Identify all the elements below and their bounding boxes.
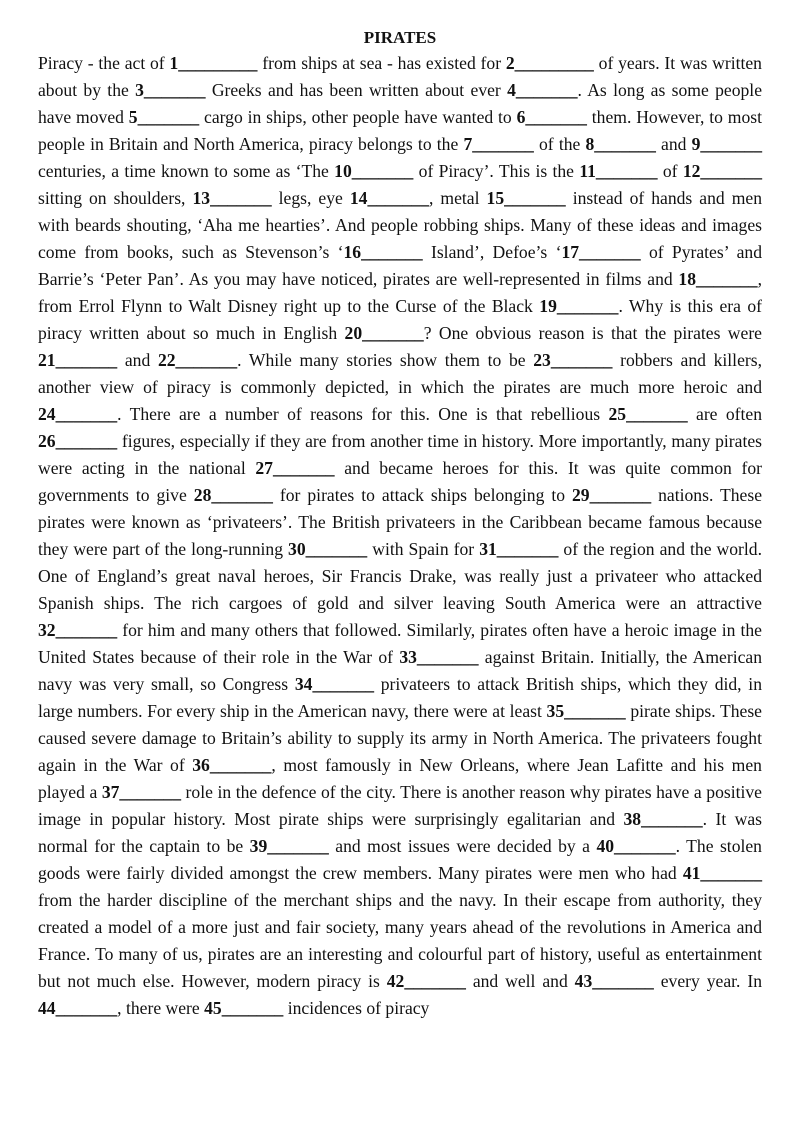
text-run: of years. It was written about by the <box>38 53 762 100</box>
blank-19: 19_______ <box>539 296 619 316</box>
blank-30: 30_______ <box>288 539 368 559</box>
document-title: PIRATES <box>363 28 437 47</box>
text-run: centuries, a time known to some as ‘The <box>38 161 335 181</box>
text-run: of the <box>533 134 586 154</box>
blank-7: 7_______ <box>463 134 534 154</box>
text-run: role in the defence of the city. There is another reason why pirates have a positive image in popular history. Most pirate ships were surprisingly egalitarian and <box>38 782 762 829</box>
text-run: , most famously in New Orleans, where Jean Lafitte and his men played a <box>38 755 762 802</box>
text-run: with Spain for <box>367 539 480 559</box>
text-run: robbers and killers, another view of piracy is commonly depicted, in which the pirates are much more heroic and <box>38 350 762 397</box>
text-run: against Britain. Initially, the American navy was very small, so Congress <box>38 647 762 694</box>
text-run: are often <box>687 404 762 424</box>
blank-4: 4_______ <box>507 80 578 100</box>
blank-23: 23_______ <box>533 350 613 370</box>
text-run: of Pyrates’ and Barrie’s ‘Peter Pan’. As you may have noticed, pirates are well-represented in films and <box>38 242 762 289</box>
text-run: instead of hands and men with beards shouting, ‘Aha me hearties’. And people robbing ships. Many of these ideas and images come from books, such as Stevenson’s ‘ <box>38 188 762 262</box>
text-run: . It was normal for the captain to be <box>38 809 762 856</box>
blank-8: 8_______ <box>585 134 656 154</box>
blank-18: 18_______ <box>678 269 758 289</box>
blank-40: 40_______ <box>596 836 676 856</box>
text-run: nations. These pirates were known as ‘privateers’. The British privateers in the Caribbean became famous because they were part of the long-running <box>38 485 762 559</box>
blank-12: 12_______ <box>682 161 762 181</box>
text-run: , metal <box>429 188 487 208</box>
blank-29: 29_______ <box>571 485 652 505</box>
text-run: from the harder discipline of the merchant ships and the navy. In their escape from authority, they created a model of a more just and fair society, many years ahead of the revolutions in America and France. To many of us, pirates are an interesting and colourful part of history, useful as entertainment but not much else. However, modern piracy is <box>38 890 762 991</box>
text-run: Island’, Defoe’s ‘ <box>422 242 562 262</box>
body-paragraph <box>38 50 762 1022</box>
blank-11: 11_______ <box>579 161 658 181</box>
text-run: figures, especially if they are from another time in history. More importantly, many pirates were acting in the national <box>38 431 762 478</box>
blank-17: 17_______ <box>561 242 641 262</box>
blank-41: 41_______ <box>682 863 762 883</box>
blank-13: 13_______ <box>192 188 272 208</box>
blank-44: 44_______ <box>38 998 118 1018</box>
text-run: cargo in ships, other people have wanted to <box>199 107 517 127</box>
blank-33: 33_______ <box>399 647 479 667</box>
blank-38: 38_______ <box>623 809 703 829</box>
text-run: for him and many others that followed. Similarly, pirates often have a heroic image in the United States because of their role in the War of <box>38 620 762 667</box>
text-run: privateers to attack British ships, which they did, in large numbers. For every ship in the American navy, there were at least <box>38 674 762 721</box>
blank-42: 42_______ <box>386 971 466 991</box>
blank-45: 45_______ <box>204 998 284 1018</box>
blank-15: 15_______ <box>486 188 566 208</box>
text-run: , there were <box>117 998 205 1018</box>
text-run: pirate ships. These caused severe damage to Britain’s ability to supply its army in North America. The privateers fought again in the War of <box>38 701 762 775</box>
text-run: of Piracy’. This is the <box>413 161 580 181</box>
text-run: and well and <box>465 971 575 991</box>
text-run: legs, eye <box>271 188 350 208</box>
text-run: incidences of piracy <box>283 998 430 1018</box>
text-run: Greeks and has been written about ever <box>205 80 508 100</box>
blank-3: 3_______ <box>135 80 206 100</box>
blank-26: 26_______ <box>38 431 118 451</box>
text-run: sitting on shoulders, <box>38 188 193 208</box>
blank-20: 20_______ <box>344 323 424 343</box>
blank-37: 37_______ <box>101 782 181 802</box>
blank-16: 16_______ <box>343 242 423 262</box>
blank-25: 25_______ <box>608 404 688 424</box>
text-run: . The stolen goods were fairly divided amongst the crew members. Many pirates were men who had <box>38 836 762 883</box>
blank-43: 43_______ <box>574 971 654 991</box>
blank-34: 34_______ <box>294 674 375 694</box>
text-run: them. However, to most people in Britain and North America, piracy belongs to the <box>38 107 762 154</box>
text-run: . While many stories show them to be <box>237 350 534 370</box>
text-run: every year. In <box>653 971 762 991</box>
text-run: ? One obvious reason is that the pirates were <box>423 323 762 343</box>
blank-28: 28_______ <box>193 485 273 505</box>
blank-6: 6_______ <box>516 107 587 127</box>
text-run: and became heroes for this. It was quite common for governments to give <box>38 458 762 505</box>
blank-21: 21_______ <box>38 350 118 370</box>
text-run: and <box>117 350 158 370</box>
text-run: of the region and the world. One of England’s great naval heroes, Sir Francis Drake, was really just a privateer who attacked Spanish ships. The rich cargoes of gold and silver leaving South America were an attractive <box>38 539 762 613</box>
blank-39: 39_______ <box>249 836 329 856</box>
text-run: and <box>655 134 692 154</box>
blank-22: 22_______ <box>157 350 238 370</box>
text-run: Piracy - the act of <box>38 53 170 73</box>
blank-27: 27_______ <box>255 458 335 478</box>
text-run: . There are a number of reasons for this. One is that rebellious <box>117 404 609 424</box>
text-run: from ships at sea - has existed for <box>257 53 506 73</box>
blank-1: 1_________ <box>169 53 258 73</box>
text-run: and most issues were decided by a <box>328 836 597 856</box>
text-run: for pirates to attack ships belonging to <box>272 485 572 505</box>
text-run: . As long as some people have moved <box>38 80 763 127</box>
document-page <box>38 26 762 1022</box>
blank-24: 24_______ <box>38 404 118 424</box>
blank-2: 2_________ <box>505 53 594 73</box>
blank-36: 36_______ <box>192 755 272 775</box>
blank-9: 9_______ <box>691 134 762 154</box>
blank-5: 5_______ <box>128 107 200 127</box>
text-run: of <box>657 161 683 181</box>
blank-14: 14_______ <box>349 188 430 208</box>
blank-10: 10_______ <box>334 161 414 181</box>
text-run: , from Errol Flynn to Walt Disney right up to the Curse of the Black <box>38 269 762 316</box>
blank-31: 31_______ <box>479 539 559 559</box>
blank-35: 35_______ <box>546 701 626 721</box>
blank-32: 32_______ <box>38 620 118 640</box>
text-run: . Why is this era of piracy written about so much in English <box>38 296 763 343</box>
